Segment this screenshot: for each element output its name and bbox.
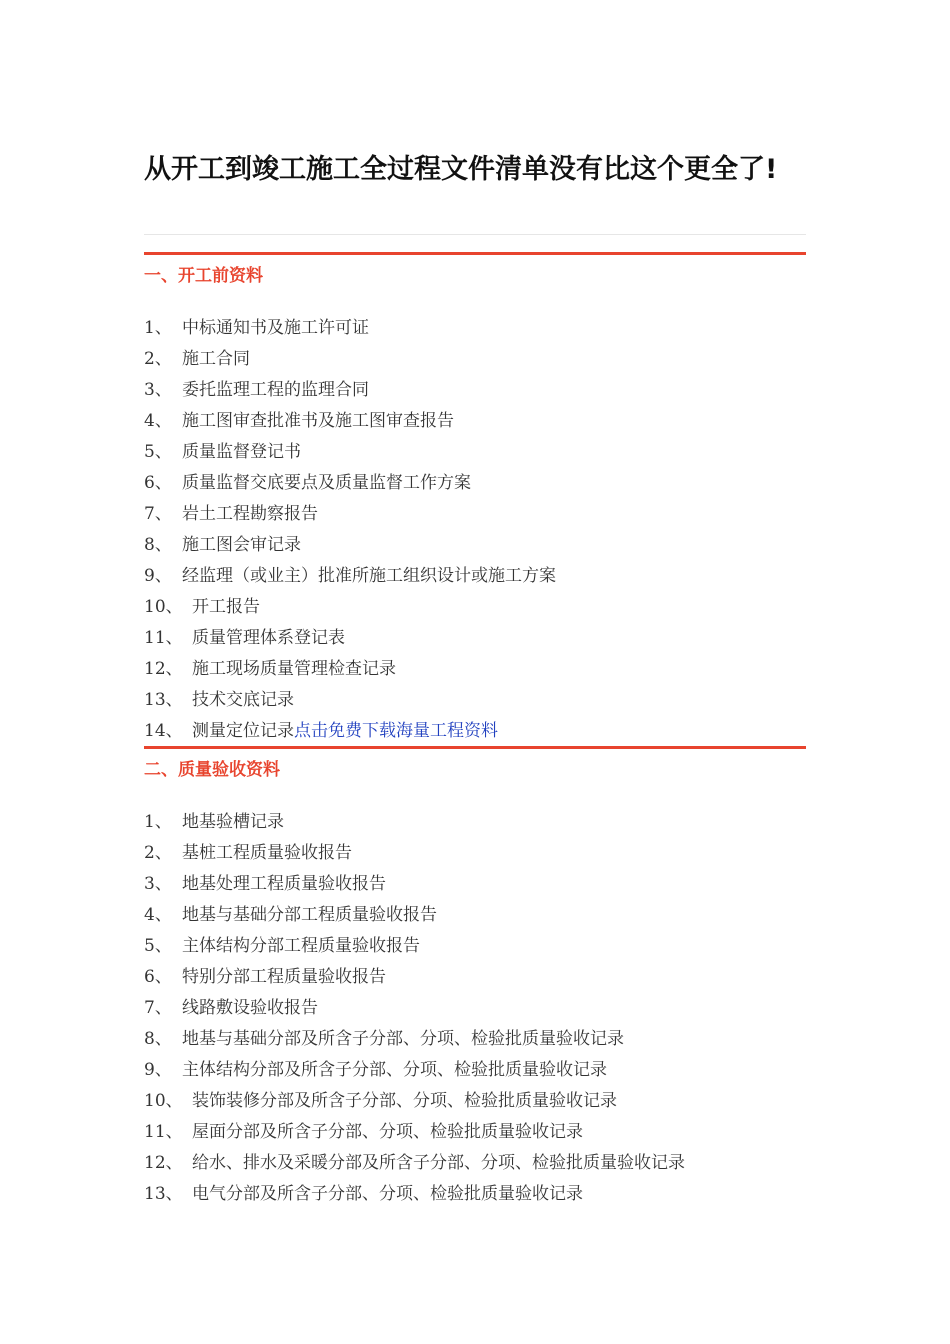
item-text: 主体结构分部工程质量验收报告: [182, 936, 420, 956]
item-text: 经监理（或业主）批准所施工组织设计或施工方案: [182, 566, 556, 586]
item-number: 6、: [144, 473, 172, 493]
item-text: 施工现场质量管理检查记录: [192, 659, 396, 679]
item-text: 质量监督交底要点及质量监督工作方案: [182, 473, 471, 493]
item-number: 13、: [144, 1184, 183, 1204]
section-heading: 一、开工前资料: [144, 266, 263, 286]
title-divider: [144, 234, 806, 235]
document-title: 从开工到竣工施工全过程文件清单没有比这个更全了!: [144, 154, 778, 186]
list-item: [144, 623, 806, 654]
item-number: 11、: [144, 628, 183, 648]
item-number: 4、: [144, 411, 172, 431]
list-item: [144, 1024, 806, 1055]
item-number: 6、: [144, 967, 172, 987]
item-text: 装饰装修分部及所含子分部、分项、检验批质量验收记录: [192, 1091, 617, 1111]
item-text: 给水、排水及采暖分部及所含子分部、分项、检验批质量验收记录: [192, 1153, 685, 1173]
item-number: 8、: [144, 535, 172, 555]
item-text: 基桩工程质量验收报告: [182, 843, 352, 863]
item-text: 技术交底记录: [192, 690, 294, 710]
document-list: [144, 807, 806, 1210]
item-text: 施工图审查批准书及施工图审查报告: [182, 411, 454, 431]
list-item: [144, 468, 806, 499]
list-item: [144, 962, 806, 993]
list-item: [144, 931, 806, 962]
item-number: 4、: [144, 905, 172, 925]
item-number: 2、: [144, 843, 172, 863]
item-number: 12、: [144, 1153, 183, 1173]
list-item: [144, 530, 806, 561]
item-text: 地基与基础分部及所含子分部、分项、检验批质量验收记录: [182, 1029, 624, 1049]
document-list: [144, 313, 806, 747]
item-text: 施工图会审记录: [182, 535, 301, 555]
item-text: 中标通知书及施工许可证: [182, 318, 369, 338]
section-heading: 二、质量验收资料: [144, 760, 280, 780]
list-item: [144, 838, 806, 869]
item-number: 12、: [144, 659, 183, 679]
item-text: 质量管理体系登记表: [192, 628, 345, 648]
item-number: 13、: [144, 690, 183, 710]
item-text: 地基与基础分部工程质量验收报告: [182, 905, 437, 925]
item-text: 地基处理工程质量验收报告: [182, 874, 386, 894]
item-number: 10、: [144, 597, 183, 617]
item-text: 委托监理工程的监理合同: [182, 380, 369, 400]
item-number: 11、: [144, 1122, 183, 1142]
item-text: 屋面分部及所含子分部、分项、检验批质量验收记录: [192, 1122, 583, 1142]
item-number: 9、: [144, 566, 172, 586]
item-number: 2、: [144, 349, 172, 369]
item-number: 5、: [144, 936, 172, 956]
list-item: [144, 685, 806, 716]
item-number: 8、: [144, 1029, 172, 1049]
item-text: 特别分部工程质量验收报告: [182, 967, 386, 987]
item-text: 施工合同: [182, 349, 250, 369]
item-number: 1、: [144, 318, 172, 338]
list-item: [144, 561, 806, 592]
list-item: [144, 592, 806, 623]
item-text: 岩土工程勘察报告: [182, 504, 318, 524]
list-item: [144, 807, 806, 838]
list-item: [144, 1086, 806, 1117]
list-item: [144, 993, 806, 1024]
item-text: 质量监督登记书: [182, 442, 301, 462]
item-number: 1、: [144, 812, 172, 832]
list-item: [144, 406, 806, 437]
section-divider: [144, 252, 806, 255]
list-item: [144, 654, 806, 685]
item-number: 3、: [144, 874, 172, 894]
section-quality-acceptance: [144, 746, 806, 1210]
list-item: [144, 375, 806, 406]
list-item: [144, 437, 806, 468]
download-link[interactable]: 点击免费下载海量工程资料: [294, 721, 498, 741]
item-text: 电气分部及所含子分部、分项、检验批质量验收记录: [192, 1184, 583, 1204]
list-item: [144, 900, 806, 931]
list-item: [144, 716, 806, 747]
item-text: 线路敷设验收报告: [182, 998, 318, 1018]
item-number: 14、: [144, 721, 183, 741]
item-number: 5、: [144, 442, 172, 462]
list-item: [144, 869, 806, 900]
list-item: [144, 1179, 806, 1210]
list-item: [144, 499, 806, 530]
list-item: [144, 1117, 806, 1148]
list-item: [144, 313, 806, 344]
item-text: 测量定位记录: [192, 721, 294, 741]
item-number: 10、: [144, 1091, 183, 1111]
item-number: 9、: [144, 1060, 172, 1080]
item-number: 3、: [144, 380, 172, 400]
item-number: 7、: [144, 504, 172, 524]
item-text: 主体结构分部及所含子分部、分项、检验批质量验收记录: [182, 1060, 607, 1080]
list-item: [144, 1148, 806, 1179]
item-text: 开工报告: [192, 597, 260, 617]
list-item: [144, 1055, 806, 1086]
item-text: 地基验槽记录: [182, 812, 284, 832]
list-item: [144, 344, 806, 375]
section-pre-construction: [144, 252, 806, 747]
item-number: 7、: [144, 998, 172, 1018]
section-divider: [144, 746, 806, 749]
